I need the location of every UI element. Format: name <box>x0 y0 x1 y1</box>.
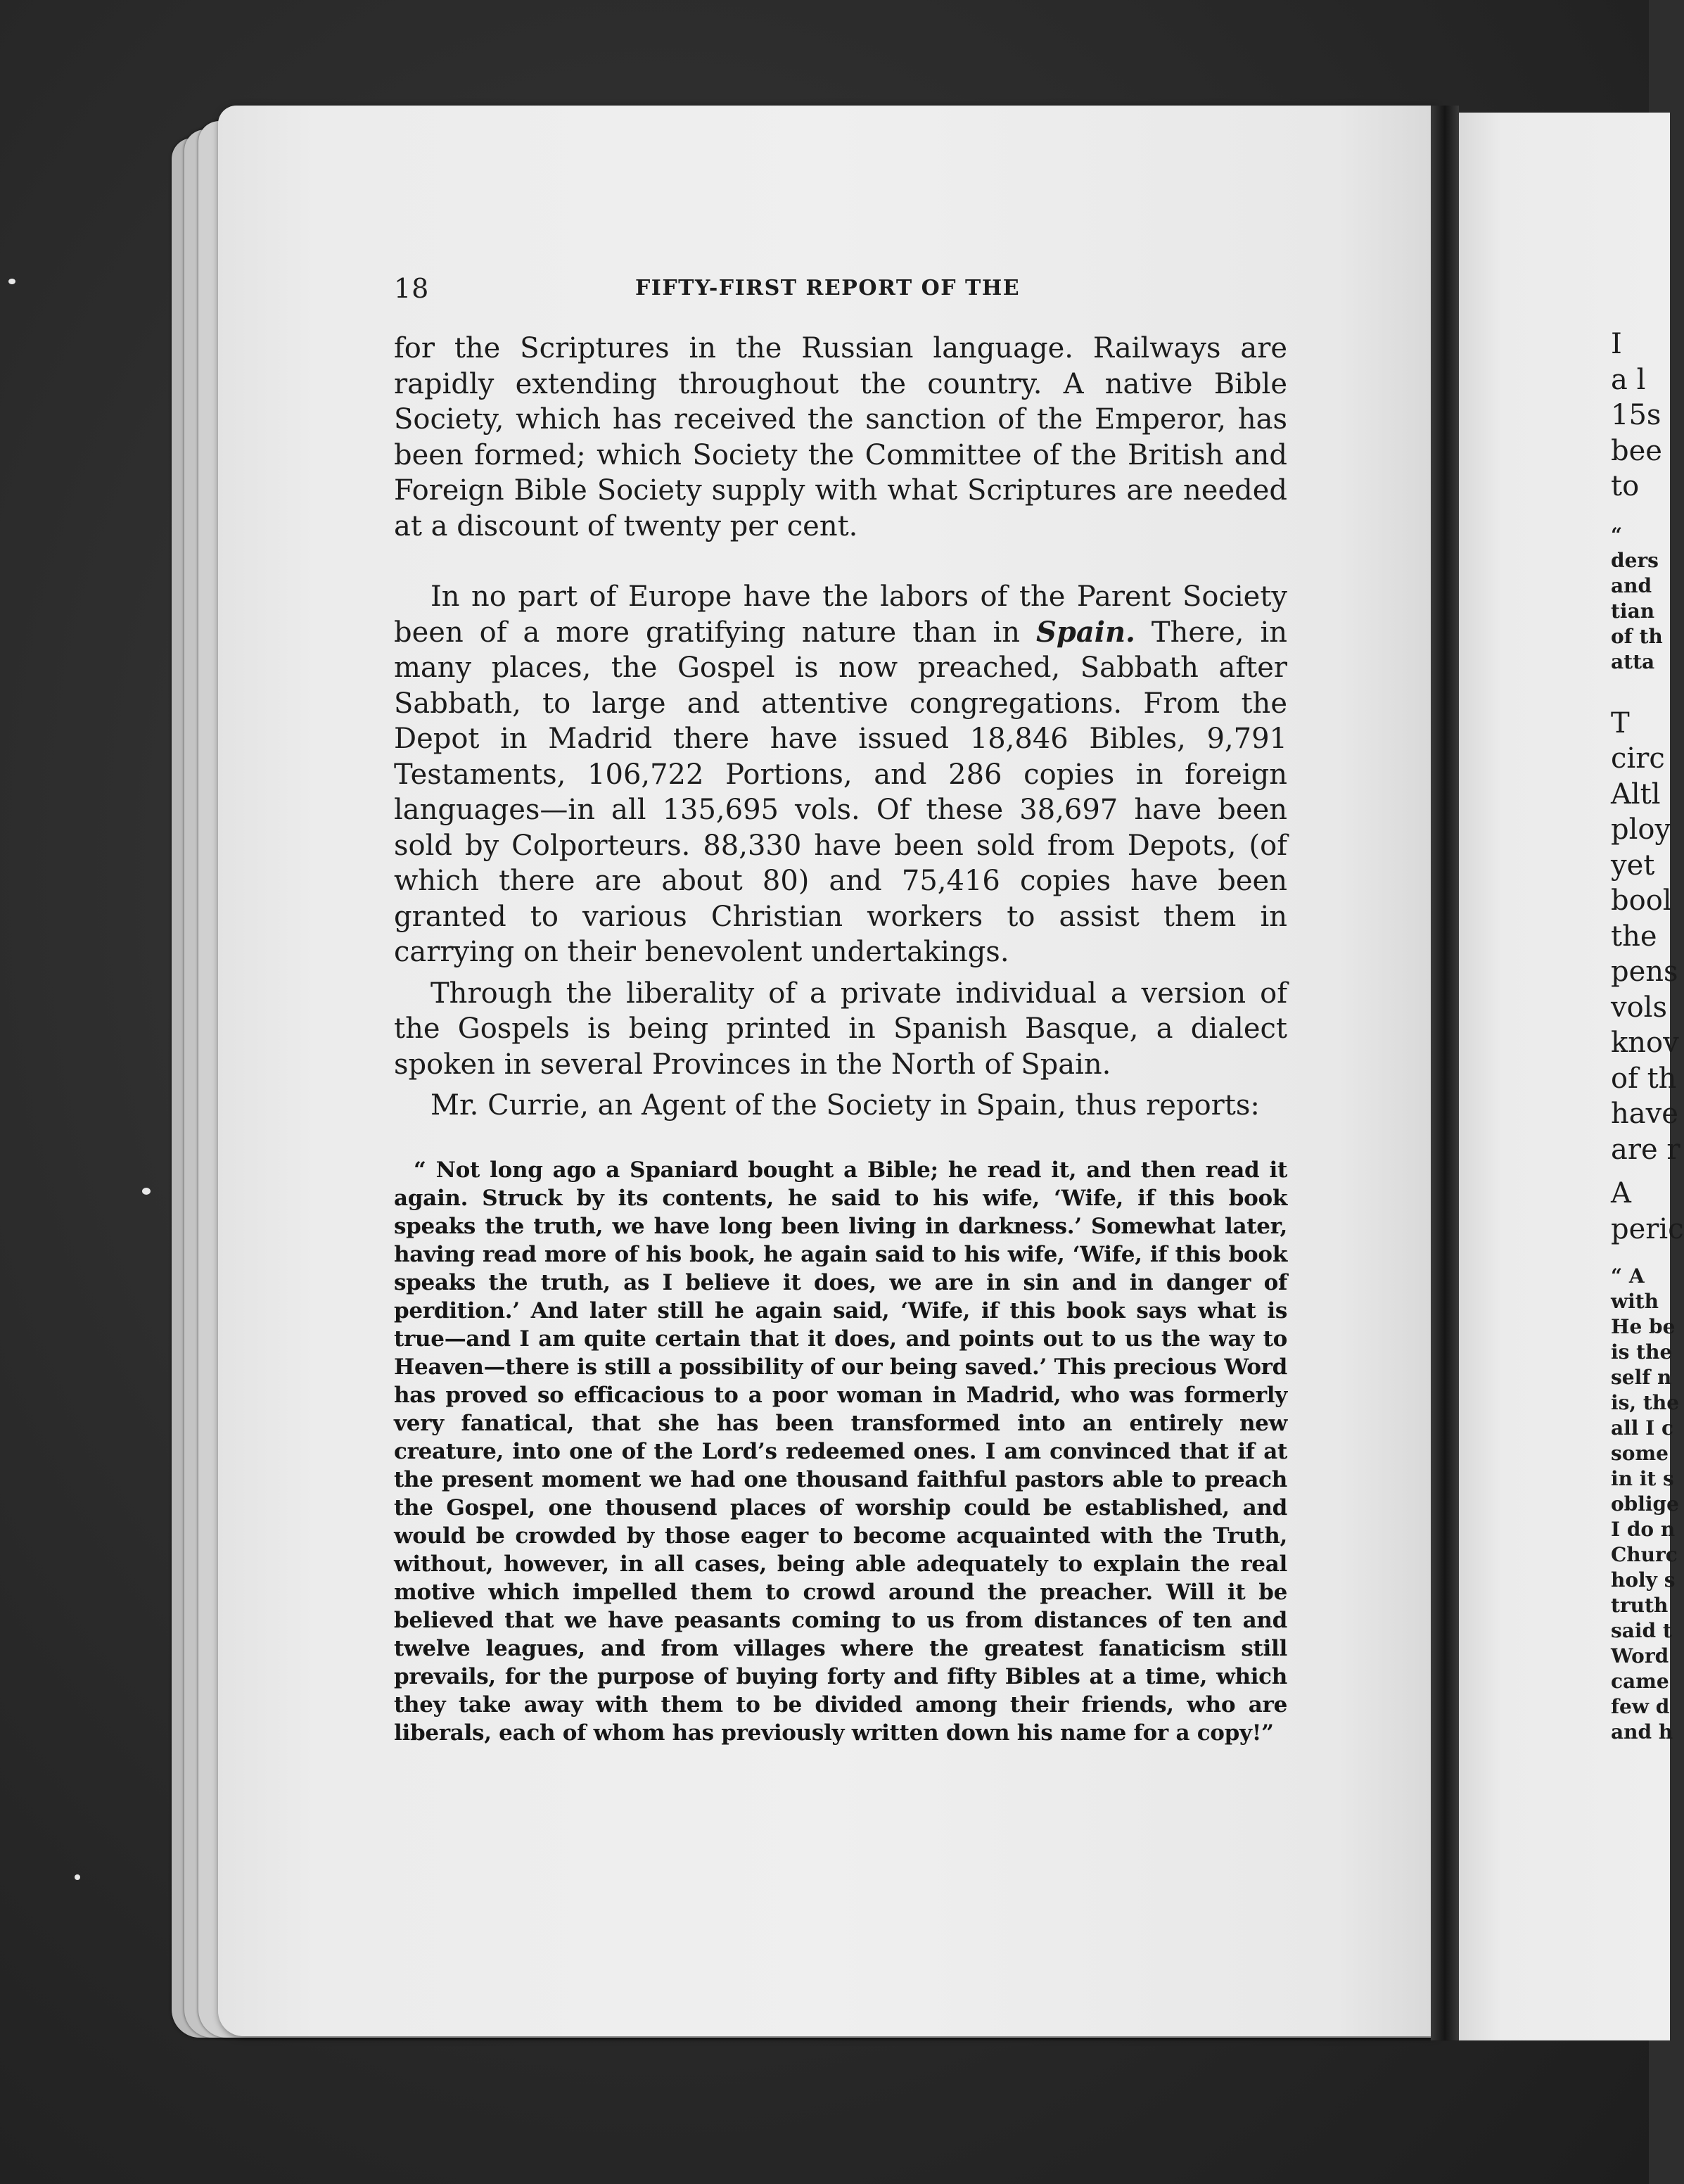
right-line: came <box>1611 1670 1669 1693</box>
right-line: some <box>1611 1442 1669 1465</box>
right-page-text-fragments <box>1611 326 1684 1745</box>
right-line: 15s <box>1611 399 1661 431</box>
right-line: vols <box>1611 991 1667 1024</box>
right-line: He be <box>1611 1315 1676 1338</box>
right-line: said t <box>1611 1619 1672 1642</box>
right-line: peric <box>1611 1212 1684 1245</box>
spain-emphasis: Spain. <box>1035 615 1135 649</box>
paragraph-spain <box>394 579 1287 970</box>
right-line: A <box>1611 1177 1631 1210</box>
right-line: few d <box>1611 1695 1670 1718</box>
right-line: circ <box>1611 742 1665 775</box>
running-header <box>394 273 1287 310</box>
paragraph-spain-rest: There, in many places, the Gospel is now preached, Sabbath after Sabbath, to large and attentive congregations. From the Depot in Madrid there have issued 18,846 Bibles, 9,791 Testaments, 106,722 Portions, and 286 copies in foreign languages—in all 135,695 vols. Of these 38,697 have been sold by Colporteurs. 88,330 have been sold from Depots, (of which there are about 80) and 75,416 copies have been granted to various Christian workers to assist them in carrying on their benevolent undertakings. <box>394 616 1287 968</box>
right-line: knov <box>1611 1027 1679 1059</box>
right-line: with <box>1611 1290 1659 1313</box>
right-line: Churc <box>1611 1543 1678 1566</box>
right-line: self n <box>1611 1366 1672 1389</box>
right-line: and h <box>1611 1720 1673 1744</box>
paragraph-basque: Through the liberality of a private individual a version of the Gospels is being printed in Spanish Basque, a dialect spoken in several Provinces in the North of Spain. <box>394 977 1287 1081</box>
dust-speck <box>8 279 15 284</box>
dust-speck <box>142 1188 151 1195</box>
right-line: a l <box>1611 363 1646 396</box>
right-line: Altl <box>1611 777 1661 811</box>
right-line: atta <box>1611 649 1655 673</box>
right-line: bee <box>1611 434 1662 467</box>
right-line: and <box>1611 573 1652 597</box>
dust-speck <box>75 1874 80 1880</box>
page-number: 18 <box>394 273 430 304</box>
right-line: T <box>1611 706 1630 739</box>
right-line: of th <box>1611 624 1663 648</box>
right-line: truth <box>1611 1594 1669 1617</box>
right-line: is the <box>1611 1340 1673 1364</box>
right-line: the <box>1611 920 1657 953</box>
running-header-title: FIFTY-FIRST REPORT OF THE <box>635 276 1021 300</box>
right-line: bool <box>1611 884 1672 917</box>
currie-report-quote: “ Not long ago a Spaniard bought a Bible; he read it, and then read it again. Struck by its contents, he said to his wife, ‘Wife, if this book speaks the truth, we have long been living in darkness.’ Somewhat later, having read more of his book, he again said to his wife, ‘Wife, if this book speaks the truth, as I believe it does, we are in sin and in danger of perdition.’ And later still he again said, ‘Wife, if this book says what is true—and I am quite certain that it does, and points out to us the way to Heaven—there is still a possibility of our being saved.’ This precious Word has proved so efficacious to a poor woman in Madrid, who was formerly very fanatical, that she has been transformed into an entirely new creature, into one of the Lord’s redeemed ones. I am convinced that if at the present moment we had one thousand faithful pastors able to preach the Gospel, one thousend places of worship could be established, and would be crowded by those eager to become acquainted with the Truth, without, however, in all cases, being able adequately to explain the real motive which impelled them to crowd around the preacher. Will it be believed that we have peasants coming to us from distances of ten and twelve leagues, and from villages where the greatest fanaticism still prevails, for the purpose of buying forty and fifty Bibles at a time, which they take away with them to be divided among their friends, who are liberals, each of whom has previously written down his name for a copy!” <box>394 1157 1287 1746</box>
right-line: ploy <box>1611 813 1671 846</box>
paragraph-currie: Mr. Currie, an Agent of the Society in Spain, thus reports: <box>430 1089 1260 1122</box>
right-line: all I c <box>1611 1416 1674 1440</box>
right-line: “ A <box>1611 1264 1645 1288</box>
right-line: have <box>1611 1098 1678 1130</box>
right-line: ders <box>1611 548 1659 572</box>
right-line: to <box>1611 470 1640 502</box>
right-line: pens <box>1611 956 1678 988</box>
right-line: “ <box>1611 523 1623 547</box>
right-line: tian <box>1611 599 1655 623</box>
right-line: in it s <box>1611 1467 1674 1490</box>
right-line: I <box>1611 328 1622 360</box>
left-page-text <box>394 273 1287 1769</box>
right-line: holy s <box>1611 1568 1676 1592</box>
right-line: yet <box>1611 849 1655 882</box>
paragraph-spain-start: In no part of Europe have the labors of the Parent Society been of a more gratifying nature than in <box>394 580 1287 649</box>
right-line: of th <box>1611 1062 1677 1095</box>
right-line: are r <box>1611 1133 1680 1166</box>
right-line: I do n <box>1611 1518 1676 1541</box>
right-line: is, the <box>1611 1391 1680 1414</box>
right-line: oblige <box>1611 1492 1679 1516</box>
paragraph-russia: for the Scriptures in the Russian language. Railways are rapidly extending throughout the country. A native Bible Society, which has received the sanction of the Emperor, has been formed; which Society the Committee of the British and Foreign Bible Society supply with what Scriptures are needed at a discount of twenty per cent. <box>394 332 1287 542</box>
book-gutter <box>1431 106 1459 2040</box>
right-line: Word <box>1611 1644 1669 1668</box>
